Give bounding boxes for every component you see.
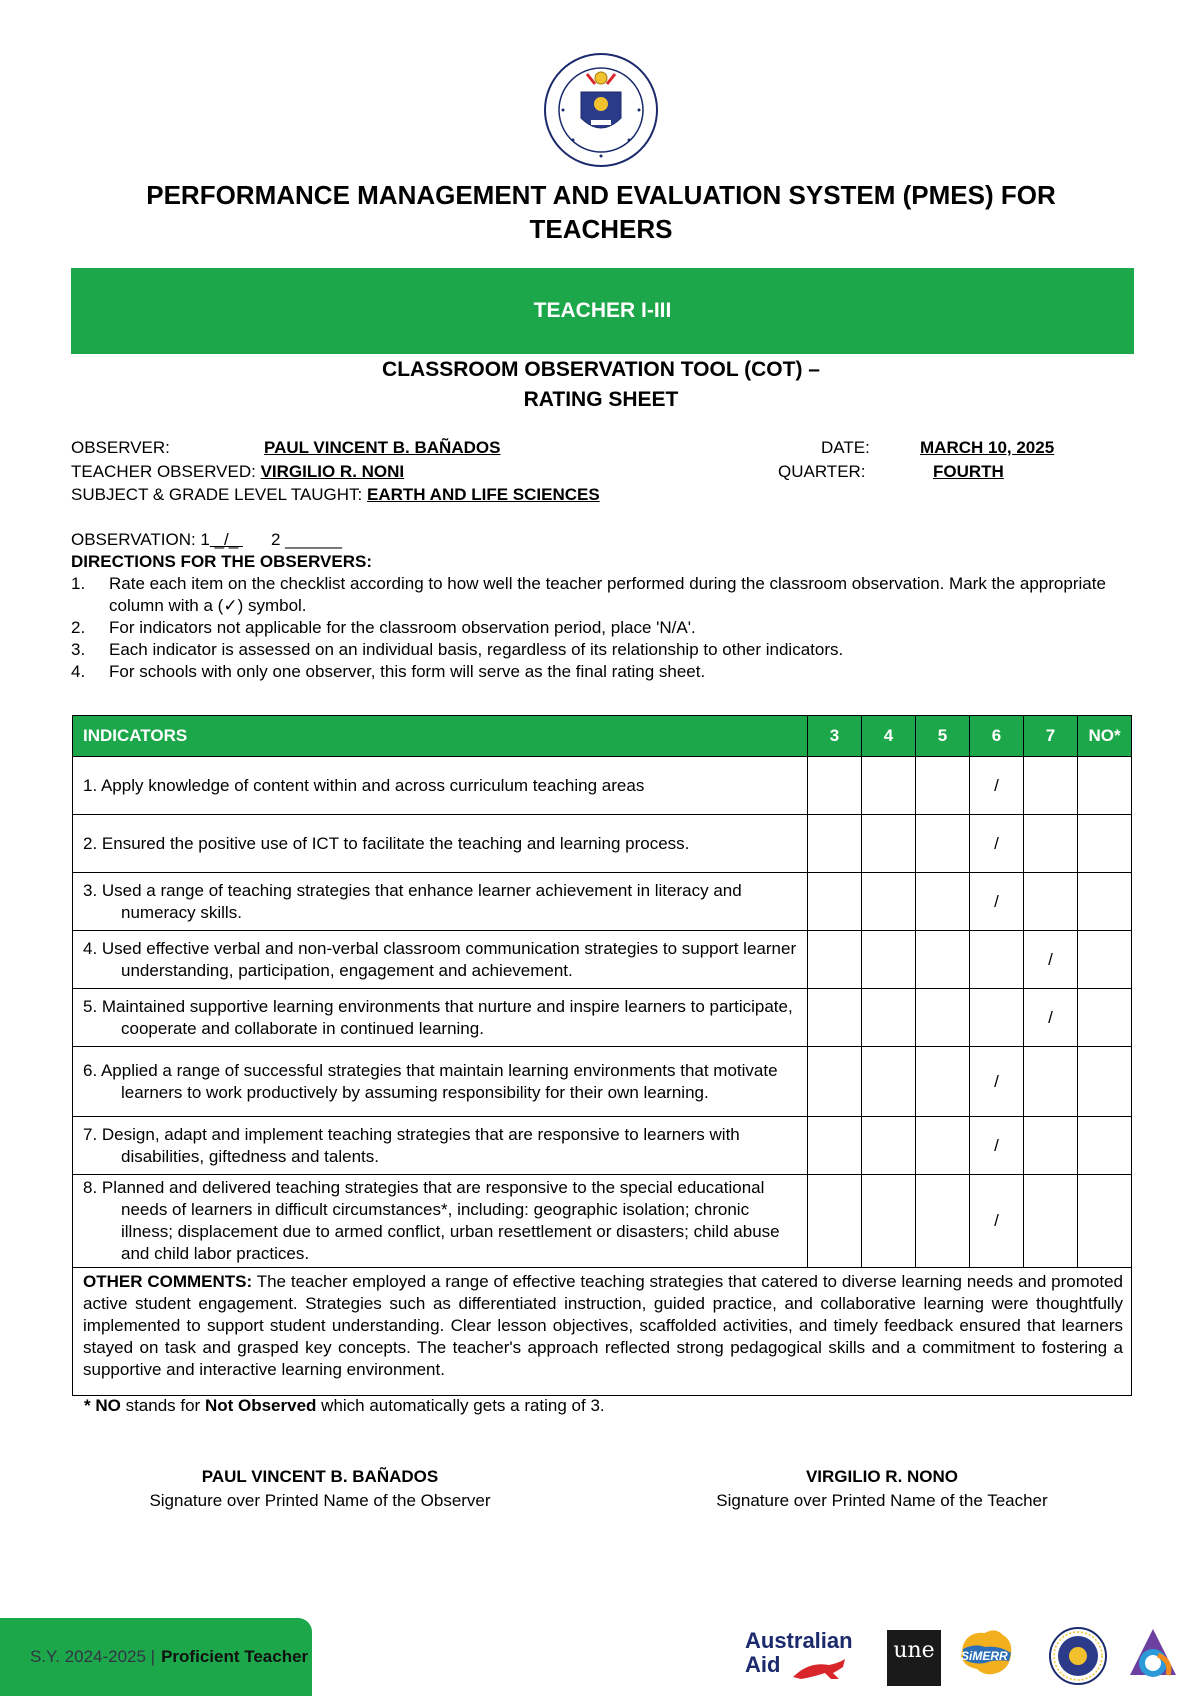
rating-cell[interactable]: /	[970, 1047, 1024, 1117]
kangaroo-icon	[789, 1657, 849, 1681]
rating-cell[interactable]	[1078, 989, 1132, 1047]
school-year: S.Y. 2024-2025 |	[30, 1647, 156, 1666]
quarter-label: QUARTER:	[778, 462, 866, 481]
subject-row	[71, 484, 600, 506]
indicator-cell	[73, 757, 808, 815]
rating-cell[interactable]	[1024, 1175, 1078, 1268]
direction-item	[71, 639, 1131, 661]
rating-cell[interactable]: /	[970, 1175, 1024, 1268]
indicator-cell	[73, 1047, 808, 1117]
teacher-observed-row	[71, 461, 404, 483]
observer-signature-caption: Signature over Printed Name of the Observer	[149, 1491, 491, 1510]
observer-value	[264, 437, 500, 459]
not-observed-header: NO*	[1078, 716, 1132, 757]
rating-cell[interactable]	[916, 989, 970, 1047]
rating-cell[interactable]	[1024, 873, 1078, 931]
rating-cell[interactable]: /	[970, 757, 1024, 815]
australian-aid-line-1: Australian	[745, 1628, 853, 1653]
teacher-observed-value: VIRGILIO R. NONI	[260, 462, 405, 481]
date-value	[920, 437, 1054, 459]
deped-region-seal-logo	[1049, 1627, 1107, 1685]
direction-item	[71, 573, 1131, 617]
rating-cell[interactable]	[916, 1117, 970, 1175]
indicators-header: INDICATORS	[73, 716, 808, 757]
rating-cell[interactable]	[916, 1175, 970, 1268]
rating-cell[interactable]	[1078, 815, 1132, 873]
indicator-cell	[73, 989, 808, 1047]
rating-cell[interactable]	[862, 1117, 916, 1175]
rating-cell[interactable]	[970, 931, 1024, 989]
teacher-level-band	[71, 268, 1134, 354]
rating-cell[interactable]	[1024, 815, 1078, 873]
observer-signature-block	[120, 1465, 520, 1513]
rating-cell[interactable]	[970, 989, 1024, 1047]
indicator-text: 7. Design, adapt and implement teaching strategies that are responsive to learners with disabilities, giftedness and talents.	[83, 1124, 740, 1166]
rating-cell[interactable]	[916, 1047, 970, 1117]
rating-cell[interactable]	[862, 931, 916, 989]
directions-section	[71, 551, 1131, 683]
rating-cell[interactable]	[1078, 757, 1132, 815]
rating-table	[72, 715, 1132, 1396]
rating-cell[interactable]	[862, 1047, 916, 1117]
indicator-text: 4. Used effective verbal and non-verbal classroom communication strategies to support learner understanding, participation, engagement and achievement.	[83, 938, 797, 980]
simerr-logo	[955, 1625, 1017, 1681]
australian-aid-line-2: Aid	[745, 1652, 781, 1677]
direction-number: 3.	[71, 640, 86, 659]
date-label: DATE:	[821, 438, 870, 457]
footnote	[84, 1396, 605, 1416]
rating-cell[interactable]	[1024, 1047, 1078, 1117]
page-title	[70, 178, 1132, 246]
simerr-logo-text: SiMERR	[961, 1649, 1008, 1663]
rating-cell[interactable]	[808, 989, 862, 1047]
rating-cell[interactable]	[1078, 1117, 1132, 1175]
table-row	[73, 1047, 1132, 1117]
rating-cell[interactable]	[1078, 1047, 1132, 1117]
teacher-level-label: TEACHER I-III	[533, 299, 672, 322]
direction-text: For schools with only one observer, this form will serve as the final rating sheet.	[109, 662, 706, 681]
rating-cell[interactable]	[1078, 931, 1132, 989]
direction-text: Rate each item on the checklist according to how well the teacher performed during the classroom observation. Mark the appropriate column with a (✓) symbol.	[109, 574, 1106, 615]
rating-cell[interactable]	[808, 815, 862, 873]
rating-cell[interactable]: /	[970, 1117, 1024, 1175]
teacher-observed-label: TEACHER OBSERVED:	[71, 462, 256, 481]
teacher-signature-block	[682, 1465, 1082, 1513]
footnote-star: *	[84, 1396, 96, 1415]
table-row	[73, 989, 1132, 1047]
direction-number: 4.	[71, 662, 86, 681]
quarter-value	[933, 461, 1004, 483]
comments-label: OTHER COMMENTS:	[83, 1272, 253, 1291]
directions-heading: DIRECTIONS FOR THE OBSERVERS:	[71, 552, 372, 571]
rating-cell[interactable]	[1078, 873, 1132, 931]
subject-label: SUBJECT & GRADE LEVEL TAUGHT:	[71, 485, 363, 504]
observation-2-label: 2	[270, 530, 281, 549]
observer-name: PAUL VINCENT B. BAÑADOS	[264, 438, 501, 457]
rating-cell[interactable]	[808, 1047, 862, 1117]
direction-item	[71, 661, 1131, 683]
rating-cell[interactable]	[862, 757, 916, 815]
page-title-line-2: TEACHERS	[529, 214, 673, 244]
form-subtitle-line-1: CLASSROOM OBSERVATION TOOL (COT) –	[382, 358, 820, 381]
rating-6-header: 6	[970, 716, 1024, 757]
indicator-cell	[73, 1175, 808, 1268]
rating-7-header: 7	[1024, 716, 1078, 757]
indicator-cell	[73, 931, 808, 989]
indicator-text: 6. Applied a range of successful strategies that maintain learning environments that motivate learners to work productively by assuming responsibility for their own learning.	[83, 1060, 778, 1102]
table-row	[73, 815, 1132, 873]
rating-5-header: 5	[916, 716, 970, 757]
rating-cell[interactable]	[1078, 1175, 1132, 1268]
observation-1-mark: _/_	[209, 530, 243, 549]
direction-text: For indicators not applicable for the classroom observation period, place 'N/A'.	[109, 618, 696, 637]
indicator-cell	[73, 873, 808, 931]
rating-cell[interactable]	[862, 1175, 916, 1268]
rating-cell[interactable]: /	[970, 873, 1024, 931]
observation-2-blank: ______	[285, 530, 342, 549]
subject-value: EARTH AND LIFE SCIENCES	[367, 485, 600, 504]
rating-cell[interactable]	[862, 989, 916, 1047]
form-subtitle	[70, 355, 1132, 415]
rating-cell[interactable]: /	[1024, 931, 1078, 989]
indicator-text: 1. Apply knowledge of content within and across curriculum teaching areas	[83, 775, 645, 795]
partner-ring-logo	[1128, 1627, 1178, 1685]
rating-cell[interactable]: /	[1024, 989, 1078, 1047]
footnote-not-observed: Not Observed	[204, 1396, 317, 1415]
teacher-level: Proficient Teacher	[161, 1647, 309, 1666]
rating-cell[interactable]	[916, 815, 970, 873]
quarter-text: FOURTH	[933, 462, 1004, 481]
footer-tab	[0, 1618, 312, 1696]
rating-table-header	[73, 716, 1132, 757]
table-row	[73, 931, 1132, 989]
footnote-mid: stands for	[120, 1396, 205, 1415]
footnote-end: which automatically gets a rating of 3.	[316, 1396, 605, 1415]
direction-text: Each indicator is assessed on an individual basis, regardless of its relationship to other indicators.	[109, 640, 844, 659]
page-title-line-1: PERFORMANCE MANAGEMENT AND EVALUATION SYSTEM (PMES) FOR	[146, 180, 1056, 210]
rating-cell[interactable]	[916, 873, 970, 931]
rating-cell[interactable]	[808, 873, 862, 931]
form-subtitle-line-2: RATING SHEET	[523, 388, 679, 411]
indicator-text: 8. Planned and delivered teaching strategies that are responsive to the special educational needs of learners in difficult circumstances*, including: geographic isolation; chronic illness; displacement due to armed conflict, urban resettlement or disasters; child abuse and child labor practices.	[83, 1178, 780, 1263]
table-row	[73, 757, 1132, 815]
rating-cell[interactable]	[808, 757, 862, 815]
observation-label: OBSERVATION: 1	[71, 530, 210, 549]
table-row	[73, 1117, 1132, 1175]
directions-list	[71, 573, 1131, 683]
observation-row	[71, 529, 342, 551]
rating-cell[interactable]	[862, 873, 916, 931]
comments-text: The teacher employed a range of effective teaching strategies that catered to diverse learning needs and promoted active student engagement. Strategies such as differentiated instruction, guided practice, and collaborative learning were thoughtfully implemented to support student understanding. Clear lesson objectives, scaffolded activities, and timely feedback ensured that learners stayed on task and grasped key concepts. The teacher's approach reflected strong pedagogical skills and a commitment to fostering a supportive and interactive learning environment.	[83, 1272, 1124, 1379]
rating-4-header: 4	[862, 716, 916, 757]
rating-cell[interactable]	[808, 1175, 862, 1268]
teacher-signature-name: VIRGILIO R. NONO	[805, 1467, 959, 1486]
une-logo-text: une	[893, 1638, 935, 1663]
indicator-text: 5. Maintained supportive learning environments that nurture and inspire learners to participate, cooperate and collaborate in continued learning.	[83, 996, 793, 1038]
rating-cell[interactable]	[808, 1117, 862, 1175]
rating-3-header: 3	[808, 716, 862, 757]
rating-cell[interactable]: /	[970, 815, 1024, 873]
direction-item	[71, 617, 1131, 639]
indicator-text: 2. Ensured the positive use of ICT to facilitate the teaching and learning process.	[83, 833, 690, 853]
rating-cell[interactable]	[808, 931, 862, 989]
comments-cell[interactable]	[73, 1268, 1132, 1396]
une-logo	[887, 1630, 941, 1686]
australian-aid-logo	[745, 1629, 863, 1681]
rating-cell[interactable]	[862, 815, 916, 873]
comments-row	[73, 1268, 1132, 1396]
direction-number: 2.	[71, 618, 86, 637]
date-text: MARCH 10, 2025	[920, 438, 1055, 457]
table-row	[73, 873, 1132, 931]
rating-cell[interactable]	[916, 931, 970, 989]
indicator-text: 3. Used a range of teaching strategies that enhance learner achievement in literacy and numeracy skills.	[83, 880, 742, 922]
footnote-no: NO	[95, 1396, 121, 1415]
indicator-cell	[73, 1117, 808, 1175]
rating-cell[interactable]	[916, 757, 970, 815]
observer-label: OBSERVER:	[71, 438, 170, 457]
rating-cell[interactable]	[1024, 757, 1078, 815]
teacher-signature-caption: Signature over Printed Name of the Teacher	[716, 1491, 1048, 1510]
deped-seal-logo	[543, 52, 659, 168]
indicator-cell	[73, 815, 808, 873]
rating-cell[interactable]	[1024, 1117, 1078, 1175]
observer-signature-name: PAUL VINCENT B. BAÑADOS	[201, 1467, 439, 1486]
direction-number: 1.	[71, 574, 86, 593]
table-row	[73, 1175, 1132, 1268]
